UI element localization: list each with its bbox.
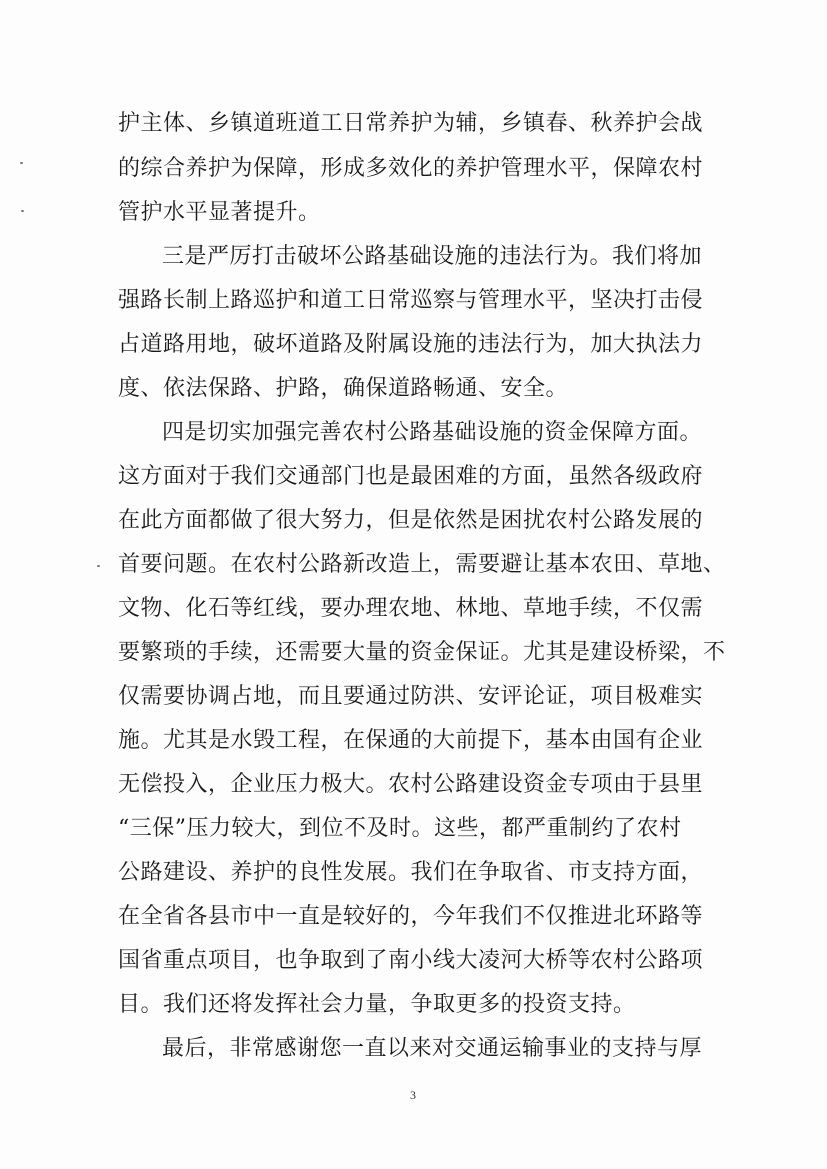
text-line: 国省重点项目，也争取到了南小线大凌河大桥等农村公路项: [118, 948, 704, 973]
text-line: 护主体、乡镇道班道工日常养护为辅，乡镇春、秋养护会战: [118, 111, 704, 136]
text-line: 这方面对于我们交通部门也是最困难的方面，虽然各级政府: [118, 464, 704, 489]
text-line: 的综合养护为保障，形成多效化的养护管理水平，保障农村: [118, 156, 704, 181]
text-line: 管护水平显著提升。: [118, 200, 321, 225]
text-line: 度、依法保路、护路，确保道路畅通、安全。: [118, 376, 569, 401]
text-line: 要繁琐的手续，还需要大量的资金保证。尤其是建设桥梁，不: [118, 640, 726, 665]
text-line: 无偿投入，企业压力极大。农村公路建设资金专项由于县里: [118, 772, 704, 797]
text-line: 在此方面都做了很大努力，但是依然是困扰农村公路发展的: [118, 508, 704, 533]
text-line: 在全省各县市中一直是较好的，今年我们不仅推进北环路等: [118, 904, 704, 929]
text-line: 文物、化石等红线，要办理农地、林地、草地手续，不仅需: [118, 596, 704, 621]
text-line: 仅需要协调占地，而且要通过防洪、安评论证，项目极难实: [118, 684, 704, 709]
text-line: 目。我们还将发挥社会力量，争取更多的投资支持。: [118, 992, 636, 1017]
text-line: 强路长制上路巡护和道工日常巡察与管理水平，坚决打击侵: [118, 288, 704, 313]
scan-speck: [21, 210, 24, 212]
text-line: 首要问题。在农村公路新改造上，需要避让基本农田、草地、: [118, 552, 726, 577]
paragraph-start-line: 四是切实加强完善农村公路基础设施的资金保障方面。: [162, 420, 703, 445]
paragraph-start-line: 三是严厉打击破坏公路基础设施的违法行为。我们将加: [162, 244, 703, 269]
text-line: 公路建设、养护的良性发展。我们在争取省、市支持方面，: [118, 860, 704, 885]
paragraph-start-line: 最后，非常感谢您一直以来对交通运输事业的支持与厚: [162, 1036, 703, 1061]
text-line: 施。尤其是水毁工程，在保通的大前提下，基本由国有企业: [118, 728, 704, 753]
scan-speck: [97, 565, 100, 567]
page-number: 3: [410, 1088, 416, 1102]
text-line: 占道路用地，破坏道路及附属设施的违法行为，加大执法力: [118, 332, 704, 357]
scan-speck: [20, 162, 23, 164]
text-line: “三保”压力较大，到位不及时。这些，都严重制约了农村: [118, 816, 682, 841]
